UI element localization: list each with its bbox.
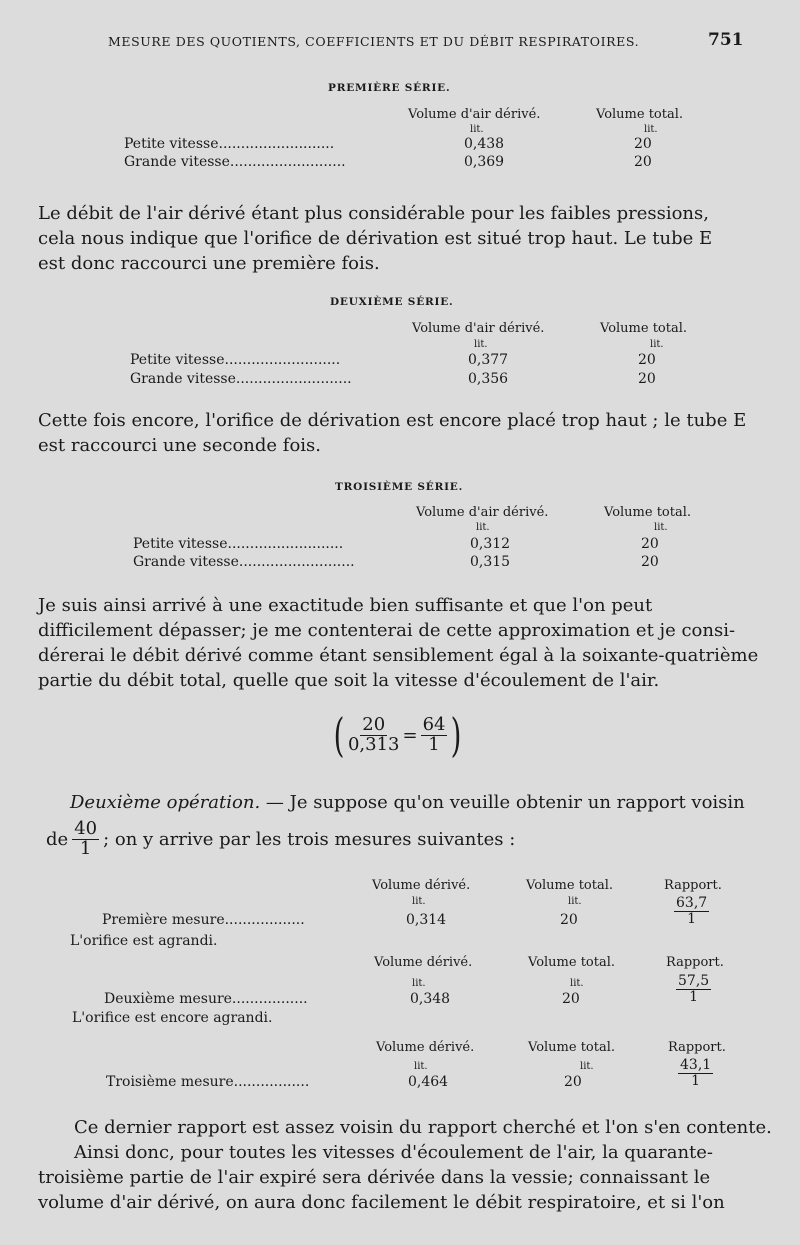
measure-label: Deuxième mesure................. <box>104 991 308 1007</box>
measure-ratio <box>674 896 709 926</box>
operation-2-de: de <box>46 828 69 850</box>
fraction-numerator: 63,7 <box>676 895 708 911</box>
table-row-derive: 0,312 <box>470 536 511 552</box>
measure-col-derive: Volume dérivé. <box>374 955 473 970</box>
series-1-title: PREMIÈRE SÉRIE. <box>328 82 451 94</box>
series-3-col-total: Volume total. <box>604 505 692 520</box>
table-row-total: 20 <box>641 536 659 552</box>
series-3-title: TROISIÈME SÉRIE. <box>335 481 464 493</box>
operation-2-rest: ; on y arrive par les trois mesures suivantes : <box>103 828 516 850</box>
series-1-col-total: Volume total. <box>596 107 684 122</box>
operation-2-line <box>70 792 745 813</box>
fraction-numerator: 43,1 <box>680 1057 712 1073</box>
measure-label: Première mesure.................. <box>102 912 305 928</box>
operation-2-line-2 <box>46 820 515 859</box>
measure-unit-derive: lit. <box>412 978 426 989</box>
fraction-numerator: 20 <box>362 713 386 735</box>
left-paren: ( <box>333 708 345 762</box>
series-3-unit-derive: lit. <box>476 522 490 533</box>
table-row-total: 20 <box>638 352 656 368</box>
paragraph-line: troisième partie de l'air expiré sera dérivée dans la vessie; connaissant le <box>38 1167 711 1188</box>
equation-left-fraction <box>347 713 400 755</box>
fraction-numerator: 40 <box>74 818 98 839</box>
measure-col-ratio: Rapport. <box>666 955 724 970</box>
table-row-total: 20 <box>634 154 652 170</box>
series-1-unit-total: lit. <box>644 124 658 135</box>
measure-note: L'orifice est encore agrandi. <box>72 1010 273 1026</box>
measure-total: 20 <box>560 912 578 928</box>
paragraph-line: Ainsi donc, pour toutes les vitesses d'écoulement de l'air, la quarante- <box>74 1142 714 1163</box>
right-paren: ) <box>451 708 462 762</box>
equation <box>330 708 465 762</box>
series-2-col-total: Volume total. <box>600 321 688 336</box>
measure-col-total: Volume total. <box>526 878 614 893</box>
paragraph-line: Cette fois encore, l'orifice de dérivation est encore placé trop haut ; le tube E <box>38 410 747 431</box>
paragraph-line: volume d'air dérivé, on aura donc facilement le débit respiratoire, et si l'on <box>38 1192 725 1213</box>
series-2-unit-total: lit. <box>650 339 664 350</box>
measure-label: Troisième mesure................. <box>106 1074 310 1090</box>
table-row-label: Grande vitesse.......................... <box>130 371 352 387</box>
table-row-total: 20 <box>638 371 656 387</box>
measure-total: 20 <box>564 1074 582 1090</box>
paragraph-line: Je suis ainsi arrivé à une exactitude bien suffisante et que l'on peut <box>38 595 653 616</box>
series-2-title: DEUXIÈME SÉRIE. <box>330 296 454 308</box>
measure-col-total: Volume total. <box>528 955 616 970</box>
measure-derive: 0,464 <box>408 1074 449 1090</box>
equals-sign: = <box>402 724 418 746</box>
measure-col-derive: Volume dérivé. <box>376 1040 475 1055</box>
table-row-label: Grande vitesse.......................... <box>133 554 355 570</box>
series-1-unit-derive: lit. <box>470 124 484 135</box>
table-row-derive: 0,377 <box>468 352 509 368</box>
fraction-numerator: 64 <box>422 713 446 735</box>
fraction-denominator: 0,313 <box>347 733 400 755</box>
paragraph-4 <box>38 1115 772 1215</box>
series-2-col-derive: Volume d'air dérivé. <box>412 321 545 336</box>
measure-unit-total: lit. <box>570 978 584 989</box>
operation-2-title: Deuxième opération. <box>70 792 261 813</box>
measure-col-ratio: Rapport. <box>664 878 722 893</box>
running-title: MESURE DES QUOTIENTS, COEFFICIENTS ET DU DÉBIT RESPIRATOIRES. <box>108 34 640 49</box>
paragraph-line: difficilement dépasser; je me contenterai de cette approximation et je consi- <box>38 620 736 641</box>
measure-derive: 0,314 <box>406 912 447 928</box>
measure-derive: 0,348 <box>410 991 451 1007</box>
series-3-unit-total: lit. <box>654 522 668 533</box>
table-row-label: Grande vitesse.......................... <box>124 154 346 170</box>
paragraph-line: est donc raccourci une première fois. <box>38 253 380 274</box>
paragraph-line: partie du débit total, quelle que soit la vitesse d'écoulement de l'air. <box>38 670 660 691</box>
measure-col-total: Volume total. <box>528 1040 616 1055</box>
paragraph-line: Le débit de l'air dérivé étant plus considérable pour les faibles pressions, <box>38 203 709 224</box>
table-row-derive: 0,356 <box>468 371 509 387</box>
fraction-denominator: 1 <box>687 910 697 927</box>
table-row-derive: 0,369 <box>464 154 505 170</box>
paragraph-line: dérerai le débit dérivé comme étant sensiblement égal à la soixante-quatrième <box>38 645 759 666</box>
fraction-numerator: 57,5 <box>678 973 710 989</box>
equation-right-fraction <box>421 713 448 755</box>
operation-2-text: — Je suppose qu'on veuille obtenir un rapport voisin <box>265 792 745 813</box>
measure-unit-total: lit. <box>580 1061 594 1072</box>
measure-unit-derive: lit. <box>414 1061 428 1072</box>
measure-note: L'orifice est agrandi. <box>70 933 218 949</box>
measure-total: 20 <box>562 991 580 1007</box>
measure-ratio <box>676 974 711 1004</box>
series-2-unit-derive: lit. <box>474 339 488 350</box>
paragraph-1 <box>38 201 760 276</box>
table-row-derive: 0,438 <box>464 136 505 152</box>
measure-unit-derive: lit. <box>412 896 426 907</box>
paragraph-line: Ce dernier rapport est assez voisin du rapport cherché et l'on s'en contente. <box>74 1117 772 1138</box>
measure-ratio <box>678 1058 713 1088</box>
series-1-col-derive: Volume d'air dérivé. <box>408 107 541 122</box>
table-row-derive: 0,315 <box>470 554 511 570</box>
measure-unit-total: lit. <box>568 896 582 907</box>
operation-2-fraction <box>72 820 99 859</box>
paragraph-2 <box>38 408 760 458</box>
table-row-label: Petite vitesse.......................... <box>133 536 344 552</box>
fraction-denominator: 1 <box>79 837 92 859</box>
table-row-total: 20 <box>634 136 652 152</box>
measure-col-ratio: Rapport. <box>668 1040 726 1055</box>
fraction-denominator: 1 <box>689 988 699 1005</box>
table-row-label: Petite vitesse.......................... <box>130 352 341 368</box>
paragraph-line: cela nous indique que l'orifice de dérivation est situé trop haut. Le tube E <box>38 228 713 249</box>
table-row-label: Petite vitesse.......................... <box>124 136 335 152</box>
series-3-col-derive: Volume d'air dérivé. <box>416 505 549 520</box>
fraction-denominator: 1 <box>691 1072 701 1089</box>
paragraph-line: est raccourci une seconde fois. <box>38 435 322 456</box>
paragraph-3 <box>38 593 760 693</box>
table-row-total: 20 <box>641 554 659 570</box>
fraction-denominator: 1 <box>428 733 440 755</box>
measure-col-derive: Volume dérivé. <box>372 878 471 893</box>
page-number: 751 <box>708 30 744 50</box>
